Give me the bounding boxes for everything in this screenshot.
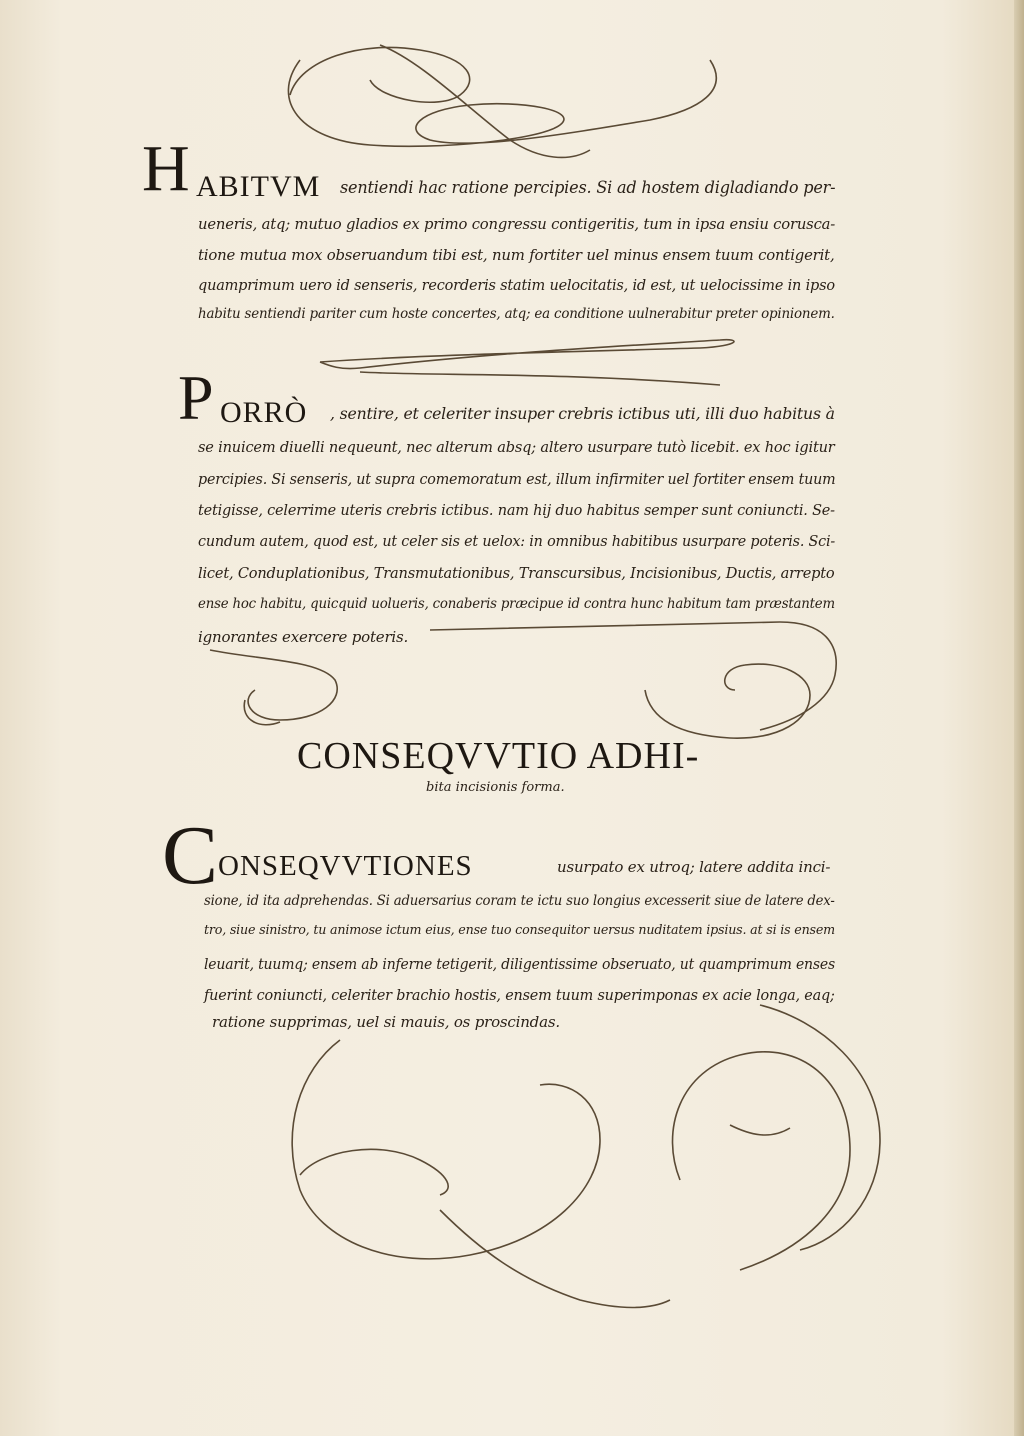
section-heading: CONSEQVVTIO ADHI-	[297, 735, 700, 777]
paragraph-2-line-6: licet, Conduplationibus, Transmutationibus, Transcursibus, Incisionibus, Ductis, arrepto	[198, 564, 835, 582]
paragraph-3-line-3: tro, siue sinistro, tu animose ictum eius, ense tuo consequitor uersus nuditatem ipsius. at si is ensem	[204, 923, 835, 938]
paragraph-2-line-4: tetigisse, celerrime uteris crebris ictibus. nam hij duo habitus semper sunt coniuncti. Se-	[198, 501, 835, 519]
paragraph-2-caps: ORRÒ	[220, 396, 308, 429]
paragraph-1-line-3: tione mutua mox obseruandum tibi est, num fortiter uel minus ensem tuum contigerit,	[198, 246, 835, 264]
paragraph-3-line-1: usurpato ex utroq; latere addita inci-	[557, 858, 831, 876]
paragraph-1-line-2: ueneris, atq; mutuo gladios ex primo congressu contigeritis, tum in ipsa ensiu corusca-	[198, 215, 836, 233]
section-subheading: bita incisionis forma.	[426, 780, 565, 795]
paragraph-2-line-1: , sentire, et celeriter insuper crebris ictibus uti, illi duo habitus à	[330, 404, 835, 423]
paragraph-1-line-1: sentiendi hac ratione percipies. Si ad hostem digladiando per-	[340, 178, 836, 198]
paragraph-2-line-3: percipies. Si senseris, ut supra comemoratum est, illum infirmiter uel fortiter ensem tuum	[198, 470, 836, 488]
paragraph-2-line-2: se inuicem diuelli nequeunt, nec alterum absq; altero usurpare tutò licebit. ex hoc igitur	[198, 438, 835, 456]
paragraph-1-caps: ABITVM	[196, 170, 321, 203]
paragraph-3-caps: ONSEQVVTIONES	[218, 850, 473, 882]
paragraph-2-line-8: ignorantes exercere poteris.	[198, 628, 409, 646]
paragraph-2-line-7: ense hoc habitu, quicquid uolueris, conaberis præcipue id contra hunc habitum tam præstantem	[198, 596, 835, 612]
paragraph-3-line-2: sione, id ita adprehendas. Si aduersarius coram te ictu suo longius excesserit siue de latere dex-	[204, 893, 835, 909]
paragraph-1-line-5: habitu sentiendi pariter cum hoste concertes, atq; ea conditione uulnerabitur preter opinionem.	[198, 306, 835, 322]
paragraph-3-line-6: ratione supprimas, uel si mauis, os proscindas.	[212, 1013, 560, 1031]
page-edge	[1014, 0, 1024, 1436]
paragraph-3-line-4: leuarit, tuumq; ensem ab inferne tetigerit, diligentissime obseruato, ut quamprimum enses	[204, 955, 835, 973]
paragraph-1-line-4: quamprimum uero id senseris, recorderis statim uelocitatis, id est, ut uelocissime in ipso	[198, 276, 835, 294]
paragraph-3-line-5: fuerint coniuncti, celeriter brachio hostis, ensem tuum superimponas ex acie longa, eaq;	[204, 986, 835, 1004]
initial-capital-c: C	[162, 809, 219, 902]
initial-capital-p: P	[178, 362, 214, 433]
paragraph-2-line-5: cundum autem, quod est, ut celer sis et uelox: in omnibus habitibus usurpare poteris. Sci-	[198, 532, 836, 550]
initial-capital-h: H	[142, 132, 190, 205]
